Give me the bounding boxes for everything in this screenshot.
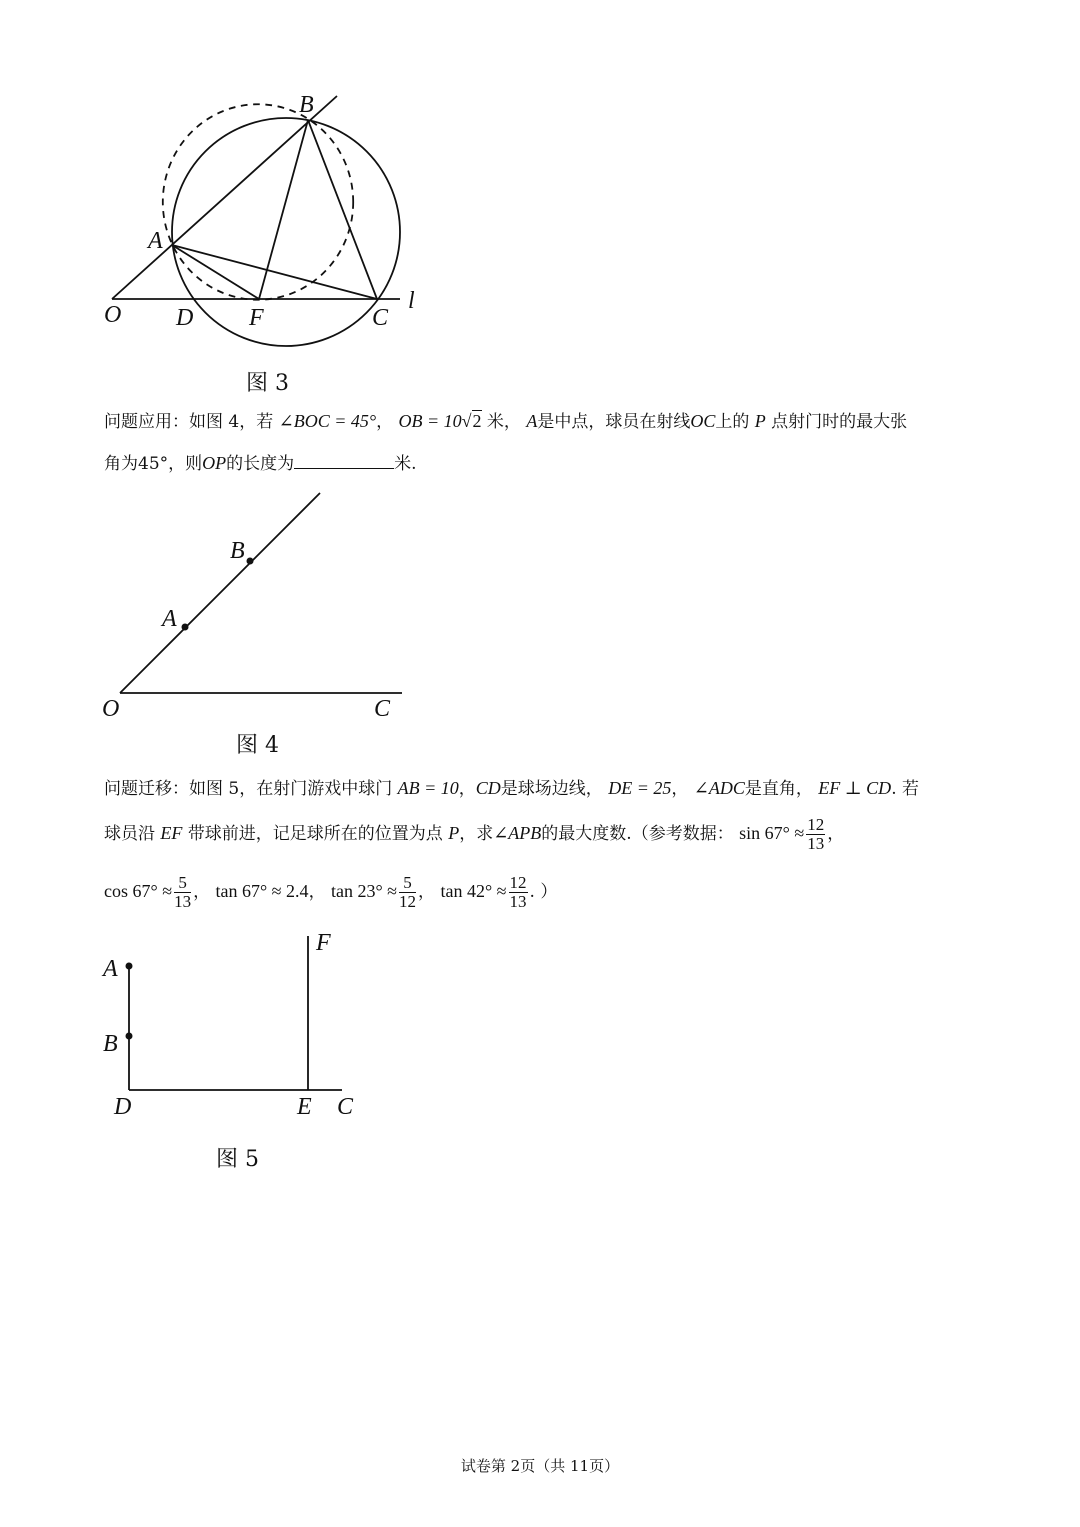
problem-transfer-line-3: [104, 874, 557, 911]
label-b: B: [299, 92, 314, 118]
label-f: F: [249, 305, 264, 331]
problem-transfer-line-2: [104, 816, 844, 853]
math-tan23: tan 23° ≈: [330, 881, 398, 901]
text-segment: 带球前进，记足球所在的位置为点: [187, 824, 443, 844]
text-segment: 问题迁移：如图 5，在射门游戏中球门: [104, 779, 393, 799]
point-b: [126, 1033, 133, 1040]
text-segment: 是中点，球员在射线: [537, 412, 691, 432]
fraction-numerator: 12: [509, 873, 527, 892]
fraction-numerator: 12: [807, 815, 825, 834]
problem-transfer-line-1: [104, 778, 919, 799]
fraction-tan23: [399, 874, 416, 911]
math-angle-adc: ∠ADC: [693, 778, 745, 798]
label-e: E: [297, 1094, 312, 1120]
solid-circle: [172, 118, 400, 346]
dashed-circle: [163, 104, 353, 300]
math-sqrt-value: 2: [472, 411, 482, 431]
math-ab: AB = 10: [397, 778, 459, 798]
text-segment: ，: [193, 882, 211, 902]
text-segment: 米.: [394, 454, 417, 474]
text-segment: ，: [458, 779, 476, 799]
text-segment: 米，: [486, 412, 521, 432]
problem-application: [104, 410, 1004, 474]
label-c: C: [372, 305, 389, 331]
text-segment: ，: [671, 779, 689, 799]
text-segment: 的最大度数.（参考数据：: [541, 824, 734, 844]
label-o: O: [102, 696, 120, 722]
figure-4: [0, 480, 500, 730]
text-segment: 是球场边线，: [500, 779, 603, 799]
fraction-tan42: [509, 874, 528, 911]
math-ef-perp-cd: EF ⊥ CD: [818, 778, 892, 798]
fraction-sin67: [806, 816, 825, 853]
figure-3-caption: 图 3: [246, 371, 289, 396]
text-segment: . 若: [891, 779, 919, 799]
segment-ac: [172, 245, 377, 299]
point-a: [126, 963, 133, 970]
point-a: [182, 624, 189, 631]
problem-application-line-1: 问题应用：如图 4，若 ∠BOC = 45°， OB = 10√2 米， A是中点，球员在射线OC上的 P 点射门时的最大张: [104, 411, 908, 432]
math-angle-apb: ∠APB: [493, 823, 542, 843]
label-c: C: [374, 696, 391, 722]
math-point-p: P: [448, 823, 460, 843]
math-cd: CD: [475, 778, 501, 798]
text-segment: 是直角，: [744, 779, 813, 799]
math-point-p: P: [754, 411, 766, 431]
fraction-cos67: [174, 874, 191, 911]
label-a: A: [103, 956, 118, 982]
math-ray-oc: OC: [690, 411, 716, 431]
text-segment: 问题应用：如图 4，若: [104, 412, 274, 432]
problem-application-line-2: [104, 452, 417, 474]
math-ef: EF: [160, 823, 183, 843]
label-c: C: [337, 1094, 354, 1120]
figure-4-diagram: [0, 480, 500, 730]
figure-5-diagram: [0, 920, 500, 1140]
point-b: [247, 558, 254, 565]
text-segment: ，: [418, 882, 436, 902]
label-d: D: [114, 1094, 132, 1120]
fraction-denominator: 13: [174, 892, 192, 911]
label-o: O: [104, 302, 122, 328]
fraction-denominator: 12: [399, 892, 417, 911]
label-b: B: [103, 1031, 118, 1057]
math-sin67: sin 67° ≈: [739, 823, 805, 843]
text-segment: ，求: [459, 824, 494, 844]
text-segment: ，: [376, 412, 394, 432]
label-a: A: [148, 228, 163, 254]
math-tan67: tan 67° ≈ 2.4: [215, 881, 309, 901]
label-a: A: [162, 606, 177, 632]
fraction-denominator: 13: [509, 892, 527, 911]
ray-ob: [120, 493, 320, 693]
text-segment: ，: [827, 824, 845, 844]
math-angle-boc: ∠BOC = 45°: [278, 411, 377, 431]
math-op: OP: [202, 453, 227, 473]
fraction-numerator: 5: [174, 874, 191, 893]
label-l: l: [408, 288, 415, 314]
text-segment: . ）: [529, 882, 558, 902]
page-footer: 试卷第 2页（共 11页）: [460, 1457, 620, 1475]
label-d: D: [176, 305, 194, 331]
fraction-denominator: 13: [807, 834, 825, 853]
segment-bf: [259, 120, 308, 299]
fraction-numerator: 5: [399, 874, 416, 893]
math-cos67: cos 67° ≈: [104, 881, 173, 901]
math-point-a: A: [526, 411, 538, 431]
figure-3: [0, 0, 500, 400]
math-tan42: tan 42° ≈: [440, 881, 507, 901]
text-segment: 上的: [715, 412, 750, 432]
label-b: B: [230, 538, 245, 564]
segment-af: [172, 245, 259, 299]
math-de: DE = 25: [608, 778, 672, 798]
segment-bc: [308, 120, 377, 299]
text-segment: ，: [308, 882, 326, 902]
math-ob: OB = 10: [398, 411, 462, 431]
text-segment: 点射门时的最大张: [771, 412, 908, 432]
problem-transfer: [104, 778, 1004, 918]
text-segment: 球员沿: [104, 824, 155, 844]
answer-blank[interactable]: [294, 452, 394, 469]
text-segment: 角为45°，则: [104, 454, 203, 474]
text-segment: 的长度为: [226, 454, 295, 474]
figure-4-caption: 图 4: [236, 733, 279, 758]
figure-3-diagram: [0, 0, 500, 400]
label-f: F: [316, 930, 331, 956]
figure-5: [0, 920, 500, 1140]
ray-ob: [112, 96, 337, 299]
figure-5-caption: 图 5: [216, 1147, 259, 1172]
